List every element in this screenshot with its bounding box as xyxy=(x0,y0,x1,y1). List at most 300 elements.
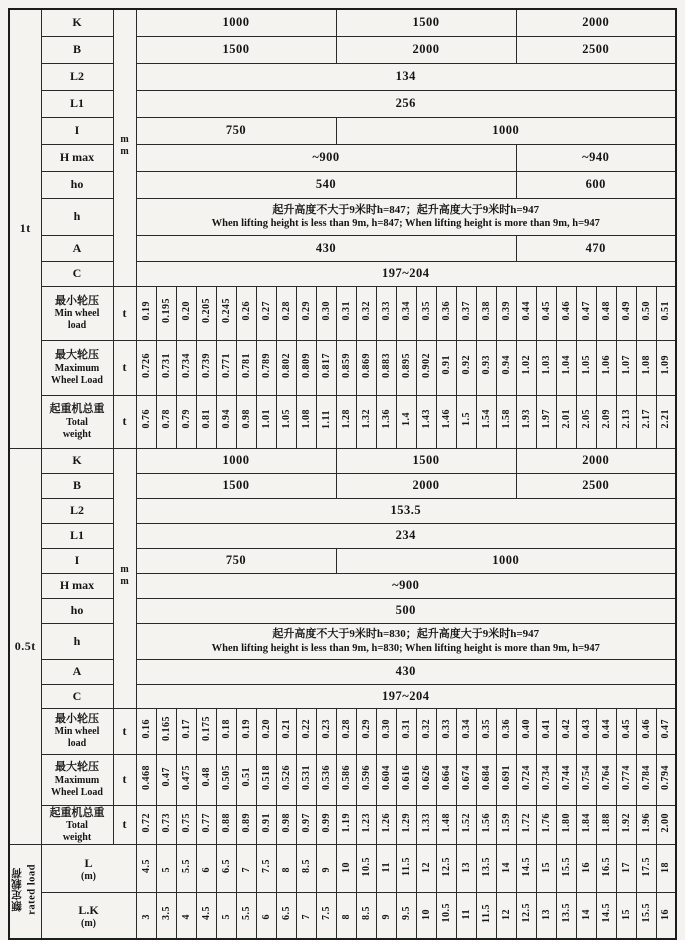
rotated-value: 18 xyxy=(660,861,672,873)
rotated-value: 5.5 xyxy=(180,859,192,874)
rotated-value: 15 xyxy=(620,908,632,920)
rotated-value: 17.5 xyxy=(640,856,652,877)
param-label: C xyxy=(41,684,113,708)
span-value-cell xyxy=(276,845,296,893)
load-value-cell xyxy=(316,286,336,340)
span-value-cell xyxy=(456,893,476,939)
load-value-cell xyxy=(276,708,296,754)
span-value-cell xyxy=(596,845,616,893)
crane-spec-table xyxy=(8,8,677,940)
dim-value-cell: 234 xyxy=(136,523,676,548)
span-value-cell xyxy=(576,845,596,893)
rotated-value: 0.35 xyxy=(420,300,432,321)
dim-value-cell: 750 xyxy=(136,117,336,144)
load-value-cell xyxy=(336,754,356,805)
dim-value-cell: 2000 xyxy=(516,448,676,473)
rotated-value: 5 xyxy=(220,914,232,920)
span-value-cell xyxy=(636,893,656,939)
load-value-cell xyxy=(316,340,336,395)
param-label: B xyxy=(41,36,113,63)
load-value-cell xyxy=(316,708,336,754)
rotated-value: 0.817 xyxy=(320,352,332,378)
load-value-cell xyxy=(256,340,276,395)
load-value-cell xyxy=(216,708,236,754)
load-value-cell xyxy=(296,340,316,395)
unit-t-label: t xyxy=(113,340,136,395)
load-value-cell xyxy=(216,805,236,845)
load-value-cell xyxy=(516,754,536,805)
rotated-value: 0.616 xyxy=(400,764,412,790)
rotated-value: 0.19 xyxy=(240,718,252,739)
load-value-cell xyxy=(376,286,396,340)
dim-value-cell: 134 xyxy=(136,63,676,90)
rotated-value: 1.48 xyxy=(440,812,452,833)
rotated-value: 6.5 xyxy=(280,906,292,921)
rotated-value: 0.42 xyxy=(560,718,572,739)
rotated-value: 10 xyxy=(340,861,352,873)
rotated-value: 0.99 xyxy=(320,812,332,833)
rotated-value: 16 xyxy=(580,861,592,873)
load-value-cell xyxy=(256,395,276,448)
dim-value-cell: 256 xyxy=(136,90,676,117)
load-value-cell xyxy=(156,286,176,340)
load-value-cell xyxy=(376,754,396,805)
rotated-value: 0.165 xyxy=(160,716,172,741)
load-value-cell xyxy=(516,805,536,845)
load-value-cell xyxy=(156,395,176,448)
rotated-value: 0.30 xyxy=(380,718,392,739)
rotated-value: 1.4 xyxy=(400,412,412,426)
load-value-cell xyxy=(276,286,296,340)
load-value-cell xyxy=(196,805,216,845)
rotated-value: 0.724 xyxy=(520,764,532,790)
rotated-value: 0.36 xyxy=(440,300,452,321)
rotated-value: 1.72 xyxy=(520,812,532,833)
rotated-value: 1.02 xyxy=(520,355,532,375)
load-value-cell xyxy=(556,395,576,448)
rotated-value: 0.32 xyxy=(360,300,372,321)
load-value-cell xyxy=(236,340,256,395)
rotated-value: 10 xyxy=(420,908,432,920)
rotated-value: 0.17 xyxy=(180,718,192,739)
rotated-value: 10.5 xyxy=(440,903,452,923)
table-row xyxy=(9,286,676,340)
span-value-cell xyxy=(496,845,516,893)
load-value-cell xyxy=(656,340,676,395)
lifting-height-note-cn: 起升高度不大于9米时h=847；起升高度大于9米时h=947 xyxy=(272,203,540,216)
table-row xyxy=(9,63,676,90)
load-value-cell xyxy=(176,708,196,754)
rotated-value: 1.5 xyxy=(460,412,472,426)
rotated-value: 0.859 xyxy=(340,352,352,378)
rotated-value: 0.34 xyxy=(460,718,472,739)
rotated-value: 10.5 xyxy=(360,856,372,877)
load-value-cell xyxy=(576,395,596,448)
dim-value-cell: 1000 xyxy=(136,9,336,36)
dim-value-cell: 750 xyxy=(136,548,336,573)
rotated-value: 0.98 xyxy=(240,409,252,429)
span-value-cell xyxy=(616,893,636,939)
rotated-value: 0.20 xyxy=(260,718,272,739)
table-row xyxy=(9,805,676,845)
load-value-cell xyxy=(596,708,616,754)
param-label: H max xyxy=(41,573,113,598)
load-value-cell xyxy=(596,286,616,340)
load-value-cell xyxy=(216,286,236,340)
table-row xyxy=(9,754,676,805)
rotated-value: 1.05 xyxy=(580,355,592,375)
load-value-cell xyxy=(416,340,436,395)
rotated-value: 0.47 xyxy=(660,718,672,739)
load-value-cell xyxy=(436,708,456,754)
rotated-value: 0.51 xyxy=(240,767,252,787)
rotated-value: 1.09 xyxy=(660,355,672,375)
dim-value-cell: 430 xyxy=(136,235,516,261)
span-value-cell xyxy=(196,845,216,893)
load-value-cell xyxy=(396,340,416,395)
span-value-cell xyxy=(636,845,656,893)
rotated-value: 0.744 xyxy=(560,764,572,790)
load-value-cell xyxy=(576,754,596,805)
load-value-cell xyxy=(556,805,576,845)
span-value-cell xyxy=(396,845,416,893)
rotated-value: 9 xyxy=(320,867,332,873)
table-row xyxy=(9,144,676,171)
load-value-cell xyxy=(516,708,536,754)
rotated-value: 0.46 xyxy=(640,718,652,739)
dim-value-cell: ~940 xyxy=(516,144,676,171)
rotated-value: 0.505 xyxy=(220,764,232,790)
rotated-value: 2.13 xyxy=(620,409,632,429)
rotated-value: 1.08 xyxy=(640,355,652,375)
load-value-cell xyxy=(516,286,536,340)
dim-value-cell: 2000 xyxy=(516,9,676,36)
table-row xyxy=(9,708,676,754)
load-value-cell xyxy=(256,754,276,805)
table-row xyxy=(9,198,676,235)
table-row xyxy=(9,498,676,523)
lifting-height-note-cn: 起升高度不大于9米时h=830；起升高度大于9米时h=947 xyxy=(272,628,540,641)
rotated-value: 1.06 xyxy=(600,355,612,375)
rotated-value: 0.49 xyxy=(620,300,632,321)
load-value-cell xyxy=(616,395,636,448)
rotated-value: 0.518 xyxy=(260,764,272,790)
rotated-value: 0.91 xyxy=(440,355,452,375)
span-value-cell xyxy=(376,845,396,893)
load-value-cell xyxy=(636,708,656,754)
rotated-value: 0.526 xyxy=(280,764,292,790)
rotated-value: 0.684 xyxy=(480,764,492,790)
rotated-value: 0.29 xyxy=(300,300,312,321)
rotated-value: 0.47 xyxy=(160,767,172,787)
rotated-value: 2.01 xyxy=(560,409,572,429)
rotated-value: 5 xyxy=(160,867,172,873)
rotated-value: 0.75 xyxy=(180,812,192,833)
rotated-value: 0.50 xyxy=(640,300,652,321)
load-value-cell xyxy=(456,754,476,805)
rotated-value: 1.84 xyxy=(580,812,592,833)
rotated-value: 1.08 xyxy=(300,409,312,429)
load-value-cell xyxy=(236,754,256,805)
param-label: H max xyxy=(41,144,113,171)
param-label: L1 xyxy=(41,523,113,548)
load-value-cell xyxy=(136,708,156,754)
table-row xyxy=(9,473,676,498)
rotated-value: 3 xyxy=(140,914,152,920)
span-value-cell xyxy=(236,845,256,893)
rated-load-group-label xyxy=(9,845,41,939)
load-value-cell xyxy=(196,286,216,340)
dim-value-cell: 1500 xyxy=(136,36,336,63)
load-value-cell xyxy=(256,805,276,845)
load-value-cell xyxy=(636,286,656,340)
load-value-cell xyxy=(556,708,576,754)
param-label: K xyxy=(41,448,113,473)
load-value-cell xyxy=(376,708,396,754)
load-value-cell xyxy=(176,754,196,805)
rotated-value: 0.45 xyxy=(620,718,632,739)
rotated-value: 1.11 xyxy=(320,409,332,429)
load-value-cell xyxy=(216,340,236,395)
load-row-label: 最小轮压 Min wheel load xyxy=(41,708,113,754)
load-row-label: 起重机总重 Total weight xyxy=(41,395,113,448)
load-value-cell xyxy=(476,754,496,805)
load-value-cell xyxy=(136,340,156,395)
span-value-cell xyxy=(656,845,676,893)
load-value-cell xyxy=(376,340,396,395)
rotated-value: 0.43 xyxy=(580,718,592,739)
rotated-value: 0.664 xyxy=(440,764,452,790)
rotated-value: 0.784 xyxy=(640,764,652,790)
rotated-value: 4.5 xyxy=(140,859,152,874)
rotated-value: 13 xyxy=(540,908,552,920)
rotated-value: 0.36 xyxy=(500,718,512,739)
rotated-value: 0.30 xyxy=(320,300,332,321)
rotated-value: 0.29 xyxy=(360,718,372,739)
rotated-value: 0.771 xyxy=(220,352,232,378)
load-value-cell xyxy=(596,395,616,448)
span-value-cell xyxy=(336,845,356,893)
span-value-cell xyxy=(276,893,296,939)
span-value-cell xyxy=(216,845,236,893)
table-row xyxy=(9,235,676,261)
rotated-value: 0.23 xyxy=(320,718,332,739)
load-value-cell xyxy=(276,805,296,845)
load-value-cell xyxy=(536,340,556,395)
span-value-cell xyxy=(476,845,496,893)
load-value-cell xyxy=(496,286,516,340)
rotated-value: 12.5 xyxy=(520,903,532,923)
span-value-cell xyxy=(376,893,396,939)
load-value-cell xyxy=(136,754,156,805)
rotated-value: 1.97 xyxy=(540,409,552,429)
rotated-value: 0.28 xyxy=(340,718,352,739)
unit-mm-vertical-text: mm xyxy=(119,564,130,588)
rotated-value: 0.754 xyxy=(580,764,592,790)
table-row xyxy=(9,548,676,573)
rotated-value: 0.764 xyxy=(600,764,612,790)
rotated-value: 15 xyxy=(540,861,552,873)
span-value-cell xyxy=(296,845,316,893)
dim-value-cell: 1500 xyxy=(336,448,516,473)
load-value-cell xyxy=(356,286,376,340)
table-row xyxy=(9,117,676,144)
load-value-cell xyxy=(556,340,576,395)
rotated-value: 0.45 xyxy=(540,300,552,321)
rotated-value: 0.92 xyxy=(460,355,472,375)
load-value-cell xyxy=(656,754,676,805)
span-value-cell xyxy=(136,845,156,893)
rotated-value: 1.19 xyxy=(340,812,352,833)
rotated-value: 2.05 xyxy=(580,409,592,429)
dim-value-cell: 153.5 xyxy=(136,498,676,523)
load-value-cell xyxy=(496,395,516,448)
param-label: ho xyxy=(41,171,113,198)
dim-value-cell: 1500 xyxy=(136,473,336,498)
span-value-cell xyxy=(256,893,276,939)
rotated-value: 0.245 xyxy=(220,298,232,323)
span-value-cell xyxy=(516,845,536,893)
load-value-cell xyxy=(396,708,416,754)
load-value-cell xyxy=(316,395,336,448)
load-value-cell xyxy=(256,286,276,340)
lifting-height-note-en: When lifting height is less than 9m, h=847; When lifting height is more than 9m, h=947 xyxy=(211,218,600,230)
rotated-value: 0.794 xyxy=(660,764,672,790)
rotated-value: 0.91 xyxy=(260,812,272,833)
load-value-cell xyxy=(356,395,376,448)
rotated-value: 14.5 xyxy=(600,903,612,923)
rotated-value: 0.89 xyxy=(240,812,252,833)
span-value-cell xyxy=(156,893,176,939)
rotated-value: 0.81 xyxy=(200,409,212,429)
span-value-cell xyxy=(196,893,216,939)
table-row xyxy=(9,684,676,708)
load-value-cell xyxy=(276,395,296,448)
load-value-cell xyxy=(536,286,556,340)
dim-value-cell: 197~204 xyxy=(136,261,676,286)
rotated-value: 1.56 xyxy=(480,812,492,833)
rotated-value: 0.44 xyxy=(520,300,532,321)
span-value-cell xyxy=(436,893,456,939)
load-value-cell xyxy=(296,395,316,448)
param-label: L2 xyxy=(41,498,113,523)
rotated-value: 1.07 xyxy=(620,355,632,375)
load-value-cell xyxy=(336,805,356,845)
load-value-cell xyxy=(456,395,476,448)
table-row xyxy=(9,598,676,623)
rotated-value: 1.46 xyxy=(440,409,452,429)
span-value-cell xyxy=(496,893,516,939)
rotated-value: 3.5 xyxy=(160,906,172,921)
rotated-value: 17 xyxy=(620,861,632,873)
load-value-cell xyxy=(616,708,636,754)
load-value-cell xyxy=(276,754,296,805)
rotated-value: 0.536 xyxy=(320,764,332,790)
rotated-value: 0.94 xyxy=(500,355,512,375)
span-row-label: L.K (m) xyxy=(41,893,136,939)
load-value-cell xyxy=(396,286,416,340)
rotated-value: 0.531 xyxy=(300,764,312,790)
span-value-cell xyxy=(556,893,576,939)
rotated-value: 15.5 xyxy=(560,856,572,877)
rotated-value: 4 xyxy=(180,914,192,920)
load-value-cell xyxy=(236,395,256,448)
rotated-value: 12.5 xyxy=(440,856,452,877)
rotated-value: 0.76 xyxy=(140,409,152,429)
span-value-cell xyxy=(216,893,236,939)
load-value-cell xyxy=(516,395,536,448)
table-row xyxy=(9,171,676,198)
load-value-cell xyxy=(496,754,516,805)
rotated-value: 1.36 xyxy=(380,409,392,429)
span-value-cell xyxy=(576,893,596,939)
param-label: h xyxy=(41,623,113,659)
rotated-value: 1.23 xyxy=(360,812,372,833)
table-row xyxy=(9,573,676,598)
unit-mm-vertical-text: mm xyxy=(119,133,130,158)
load-value-cell xyxy=(416,754,436,805)
load-value-cell xyxy=(596,805,616,845)
load-value-cell xyxy=(496,805,516,845)
load-value-cell xyxy=(396,395,416,448)
rotated-value: 7 xyxy=(240,867,252,873)
param-label: I xyxy=(41,548,113,573)
table-row xyxy=(9,340,676,395)
dim-value-cell: 1000 xyxy=(336,548,676,573)
rotated-value: 0.48 xyxy=(200,767,212,787)
rotated-value: 0.674 xyxy=(460,764,472,790)
rotated-value: 14.5 xyxy=(520,856,532,877)
load-value-cell xyxy=(296,708,316,754)
rotated-value: 0.734 xyxy=(180,352,192,378)
rotated-value: 12 xyxy=(420,861,432,873)
span-value-cell xyxy=(476,893,496,939)
load-value-cell xyxy=(516,340,536,395)
rotated-value: 0.604 xyxy=(380,764,392,790)
rotated-value: 0.475 xyxy=(180,764,192,790)
rotated-value: 1.28 xyxy=(340,409,352,429)
rotated-value: 0.596 xyxy=(360,764,372,790)
lifting-height-note-en: When lifting height is less than 9m, h=830; When lifting height is more than 9m, h=947 xyxy=(211,642,600,654)
rotated-value: 1.01 xyxy=(260,409,272,429)
capacity-group-label: 0.5t xyxy=(9,448,41,845)
rotated-value: 0.195 xyxy=(160,298,172,323)
param-label: L1 xyxy=(41,90,113,117)
capacity-group-label: 1t xyxy=(9,9,41,448)
rotated-value: 8 xyxy=(340,914,352,920)
span-value-cell xyxy=(416,845,436,893)
load-value-cell xyxy=(356,340,376,395)
load-value-cell xyxy=(536,708,556,754)
rotated-value: 16 xyxy=(660,908,672,920)
load-value-cell xyxy=(456,340,476,395)
rotated-value: 0.16 xyxy=(140,718,152,739)
load-value-cell xyxy=(436,754,456,805)
span-value-cell xyxy=(316,893,336,939)
table-row xyxy=(9,261,676,286)
rotated-value: 11.5 xyxy=(400,856,412,876)
rotated-value: 0.98 xyxy=(280,812,292,833)
load-value-cell xyxy=(136,286,156,340)
rotated-value: 11 xyxy=(460,909,472,920)
rotated-value: 8.5 xyxy=(300,859,312,874)
rotated-value: 0.28 xyxy=(280,300,292,321)
rotated-value: 1.88 xyxy=(600,812,612,833)
load-value-cell xyxy=(476,395,496,448)
param-label: A xyxy=(41,659,113,684)
load-value-cell xyxy=(596,340,616,395)
rotated-value: 0.626 xyxy=(420,764,432,790)
